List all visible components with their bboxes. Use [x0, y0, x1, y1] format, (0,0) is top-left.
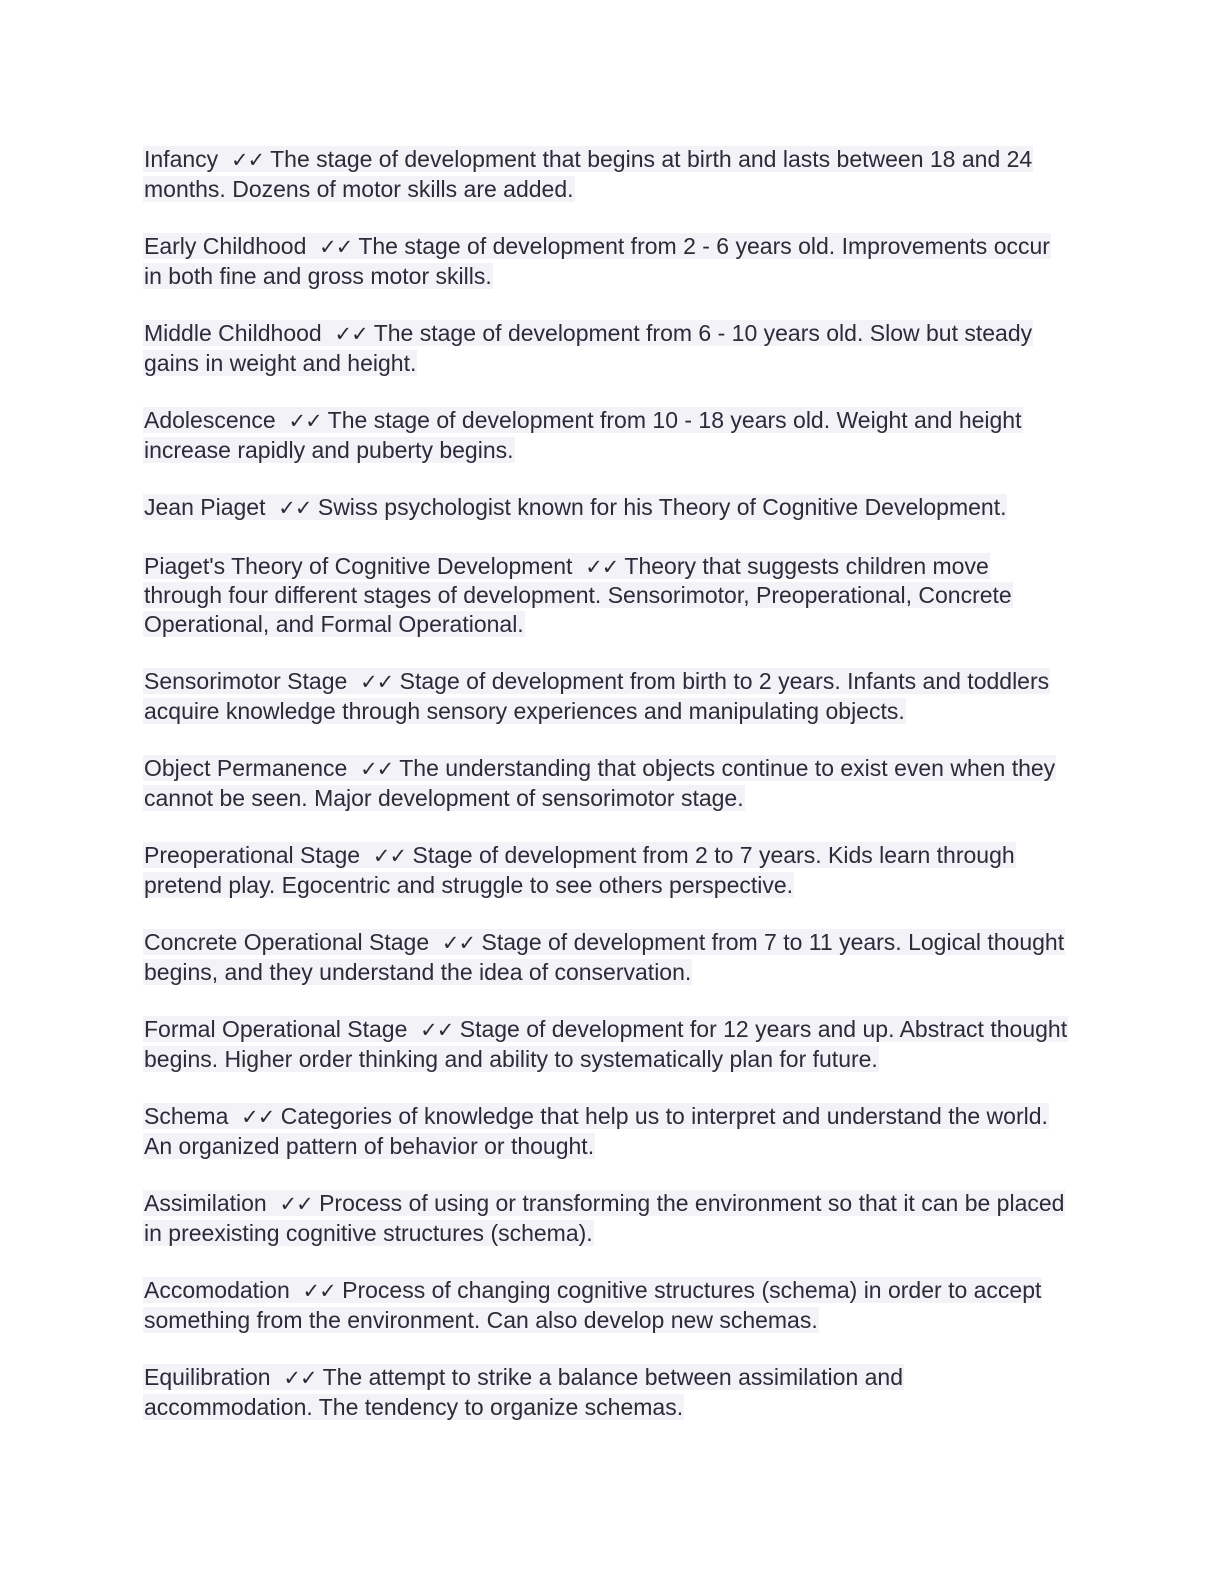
entry-piagets-theory [143, 552, 1073, 639]
definition: Stage of development from birth to 2 years. Infants and toddlers acquire knowledge through sensory experiences and manipulating objects. [144, 668, 1050, 724]
double-check-icon: ✓✓ [279, 1192, 313, 1216]
entry-sensorimotor-stage [143, 667, 1073, 725]
definition: The stage of development that begins at birth and lasts between 18 and 24 months. Dozens of motor skills are added. [144, 146, 1033, 202]
double-check-icon: ✓✓ [288, 409, 322, 433]
definition: The attempt to strike a balance between assimilation and accommodation. The tendency to organize schemas. [144, 1364, 903, 1420]
definition: The stage of development from 10 - 18 years old. Weight and height increase rapidly and puberty begins. [144, 407, 1022, 463]
double-check-icon: ✓✓ [334, 322, 368, 346]
term: Accomodation [144, 1277, 290, 1303]
double-check-icon: ✓✓ [278, 496, 312, 520]
term: Jean Piaget [144, 494, 266, 520]
double-check-icon: ✓✓ [585, 554, 619, 579]
term: Concrete Operational Stage [144, 929, 430, 955]
definition: The stage of development from 6 - 10 years old. Slow but steady gains in weight and height. [144, 320, 1033, 376]
entry-preoperational-stage [143, 841, 1073, 899]
entry-adolescence [143, 406, 1073, 464]
double-check-icon: ✓✓ [319, 235, 353, 259]
definition: Categories of knowledge that help us to interpret and understand the world. An organized pattern of behavior or thought. [144, 1103, 1048, 1159]
entry-equilibration [143, 1363, 1073, 1421]
term: Infancy [144, 146, 219, 172]
definition: The understanding that objects continue to exist even when they cannot be seen. Major development of sensorimotor stage. [144, 755, 1056, 811]
term: Middle Childhood [144, 320, 322, 346]
term: Object Permanence [144, 755, 348, 781]
definition: Swiss psychologist known for his Theory of Cognitive Development. [317, 494, 1007, 520]
double-check-icon: ✓✓ [372, 844, 407, 868]
double-check-icon: ✓✓ [420, 1018, 454, 1042]
document-page [143, 145, 1073, 1450]
double-check-icon: ✓✓ [360, 757, 394, 781]
double-check-icon: ✓✓ [230, 148, 265, 172]
entry-accomodation [143, 1276, 1073, 1334]
term: Assimilation [144, 1190, 267, 1216]
definition: Stage of development from 7 to 11 years. Logical thought begins, and they understand the idea of conservation. [144, 929, 1065, 985]
entry-object-permanence [143, 754, 1073, 812]
entry-middle-childhood [143, 319, 1073, 377]
entry-jean-piaget [143, 493, 1073, 523]
definition: The stage of development from 2 - 6 years old. Improvements occur in both fine and gross motor skills. [144, 233, 1050, 289]
double-check-icon: ✓✓ [241, 1105, 275, 1129]
term: Sensorimotor Stage [144, 668, 348, 694]
definition: Process of using or transforming the environment so that it can be placed in preexisting cognitive structures (schema). [144, 1190, 1065, 1246]
term: Schema [144, 1103, 229, 1129]
entry-infancy [143, 145, 1073, 203]
double-check-icon: ✓✓ [302, 1279, 336, 1303]
definition: Theory that suggests children move through four different stages of development. Sensorimotor, Preoperational, Concrete Operational, and Formal Operational. [144, 552, 1012, 637]
term: Piaget's Theory of Cognitive Development [144, 552, 573, 579]
definition: Stage of development from 2 to 7 years. Kids learn through pretend play. Egocentric and struggle to see others perspective. [144, 842, 1015, 898]
double-check-icon: ✓✓ [283, 1366, 317, 1390]
double-check-icon: ✓✓ [360, 670, 394, 694]
term: Equilibration [144, 1364, 271, 1390]
term: Formal Operational Stage [144, 1016, 408, 1042]
term: Adolescence [144, 407, 276, 433]
double-check-icon: ✓✓ [441, 931, 476, 955]
entry-concrete-operational-stage [143, 928, 1073, 986]
term: Preoperational Stage [144, 842, 361, 868]
definition: Stage of development for 12 years and up. Abstract thought begins. Higher order thinking and ability to systematically plan for future. [144, 1016, 1068, 1072]
definition: Process of changing cognitive structures (schema) in order to accept something from the environment. Can also develop new schemas. [144, 1277, 1042, 1333]
entry-early-childhood [143, 232, 1073, 290]
term: Early Childhood [144, 233, 307, 259]
entry-schema [143, 1102, 1073, 1160]
entry-assimilation [143, 1189, 1073, 1247]
entry-formal-operational-stage [143, 1015, 1073, 1073]
